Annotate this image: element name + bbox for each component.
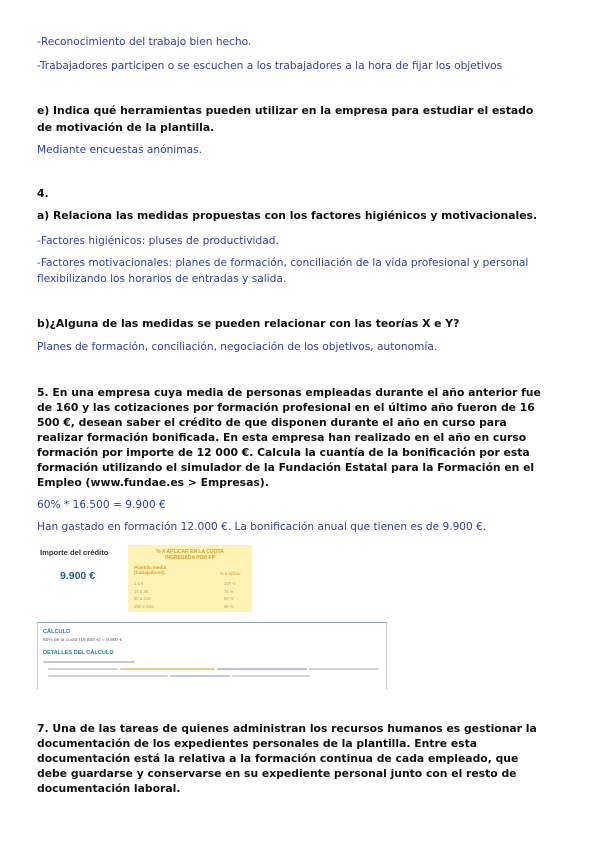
answer-4a-motivational <box>37 255 577 287</box>
detail-text-line <box>309 668 379 670</box>
answer-line: Planes de formación, conciliación, negociación de los objetivos, autonomía. <box>37 341 438 353</box>
answer-5-formula <box>37 497 577 513</box>
question-e <box>37 102 577 136</box>
rate-range: 250 o más <box>134 603 154 609</box>
question-line: documentación está la relativa a la formación continua de cada empleado, que <box>37 752 519 765</box>
question-line: documentación laboral. <box>37 782 181 795</box>
answer-e <box>37 142 577 158</box>
answer-recognition <box>37 34 577 50</box>
answer-5-result <box>37 519 577 535</box>
question-line: e) Indica qué herramientas pueden utilizar en la empresa para estudiar el estado <box>37 104 534 117</box>
credit-amount-value: 9.900 € <box>60 570 96 582</box>
detail-text-line <box>120 668 215 670</box>
answer-line: Mediante encuestas anónimas. <box>37 144 202 156</box>
answer-line: 60% * 16.500 = 9.900 € <box>37 499 166 511</box>
question-4a <box>37 208 577 223</box>
rate-table-row <box>134 604 246 610</box>
question-line: de 160 y las cotizaciones por formación profesional en el último año fueron de 16 <box>37 401 535 414</box>
question-line: documentación de los expedientes personales de la plantilla. Entre esta <box>37 737 478 750</box>
question-line: 7. Una de las tareas de quienes administran los recursos humanos es gestionar la <box>37 722 537 735</box>
rate-table-header-line: INGRESADA POR FP <box>165 555 215 561</box>
section-number-4 <box>37 186 577 201</box>
question-line: formación por importe de 12 000 €. Calcula la cuantía de la bonificación por esta <box>37 446 530 459</box>
answer-line: Han gastado en formación 12.000 €. La bonificación anual que tienen es de 9.900 €. <box>37 521 487 533</box>
rate-table-row <box>134 581 246 587</box>
question-line: de motivación de la plantilla. <box>37 121 215 134</box>
rate-table-header-line: % A APLICAR EN LA CUOTA <box>156 549 224 555</box>
question-7 <box>37 721 577 796</box>
calculation-panel <box>37 622 387 689</box>
rate-table-column-staff: Plantilla media (trabajadores) <box>134 565 167 576</box>
answer-line: -Reconocimiento del trabajo bien hecho. <box>37 36 252 48</box>
answer-line: -Factores motivacionales: planes de formación, conciliación de la vida profesional y personal <box>37 257 529 269</box>
answer-line: flexibilizando los horarios de entradas y salida. <box>37 273 287 285</box>
rate-table-column-percent: % a aplicar <box>220 571 241 576</box>
rate-table-panel <box>128 545 252 612</box>
section-number: 4. <box>37 187 49 200</box>
answer-line: -Trabajadores participen o se escuchen a los trabajadores a la hora de fijar los objetivos <box>37 60 503 72</box>
calculation-details-title: DETALLES DEL CÁLCULO <box>43 650 114 656</box>
answer-participation <box>37 58 577 74</box>
rate-table-row <box>134 596 246 602</box>
credit-amount-label: Importe del crédito <box>40 548 109 557</box>
question-4b <box>37 316 577 331</box>
detail-text-line <box>48 675 168 677</box>
rate-range: 10 a 49 <box>134 588 148 594</box>
question-line: Empleo (www.fundae.es > Empresas). <box>37 476 269 489</box>
question-line: 500 €, desean saber el crédito de que disponen durante el año en curso para <box>37 416 507 429</box>
detail-text-line <box>232 675 310 677</box>
rate-table-header <box>128 549 252 561</box>
detail-text-line <box>170 675 230 677</box>
detail-text-line <box>217 668 307 670</box>
rate-percent: 100 % <box>224 581 236 586</box>
rate-table-row <box>134 589 246 595</box>
rate-percent: 60 % <box>224 596 234 601</box>
question-line: debe guardarse y conservarse en su expediente personal junto con el resto de <box>37 767 517 780</box>
rate-range: 50 a 249 <box>134 596 151 601</box>
question-line: 5. En una empresa cuya media de personas empleadas durante el año anterior fue <box>37 386 541 399</box>
answer-line: -Factores higiénicos: pluses de productividad. <box>37 235 279 247</box>
rate-percent: 75 % <box>224 588 234 594</box>
question-5 <box>37 385 577 490</box>
answer-4a-hygienic <box>37 233 577 249</box>
question-line: b)¿Alguna de las medidas se pueden relacionar con las teorías X e Y? <box>37 317 460 330</box>
calculation-result: 60% de la cuota (16.500 €) = 9.900 € <box>43 638 123 643</box>
detail-text-line <box>43 661 135 663</box>
rate-percent: 50 % <box>224 603 234 609</box>
question-line: a) Relaciona las medidas propuestas con los factores higiénicos y motivacionales. <box>37 209 538 222</box>
detail-text-line <box>48 668 118 670</box>
calculation-title: CÁLCULO <box>43 629 71 635</box>
answer-4b <box>37 339 577 355</box>
rate-range: 1 a 9 <box>134 581 144 586</box>
question-line: formación utilizando el simulador de la Fundación Estatal para la Formación en el <box>37 461 535 474</box>
question-line: realizar formación bonificada. En esta empresa han realizado en el año en curso <box>37 431 527 444</box>
